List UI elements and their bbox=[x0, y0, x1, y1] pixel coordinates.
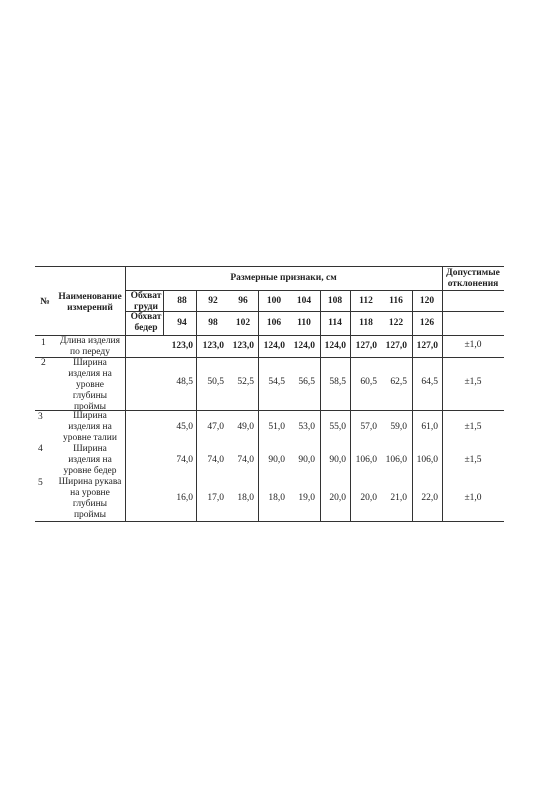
chest-size: 116 bbox=[389, 296, 403, 306]
row-1-value: 127,0 bbox=[416, 341, 438, 351]
hip-size: 110 bbox=[297, 318, 311, 328]
chest-size: 96 bbox=[238, 296, 248, 306]
hip-size: 98 bbox=[208, 318, 218, 328]
chest-size: 92 bbox=[208, 296, 218, 306]
row-tolerance: ±1,0 bbox=[464, 493, 482, 503]
row-2-value: 62,5 bbox=[390, 377, 407, 387]
hip-size: 102 bbox=[235, 318, 251, 328]
chest-size: 112 bbox=[359, 296, 373, 306]
row-1-value: 127,0 bbox=[355, 341, 377, 351]
row-5-value: 18,0 bbox=[237, 493, 254, 503]
hip-size: 118 bbox=[359, 318, 373, 328]
row-2-value: 64,5 bbox=[421, 377, 438, 387]
row-1-value: 123,0 bbox=[171, 341, 193, 351]
row-5-value: 18,0 bbox=[268, 493, 285, 503]
row-name: Длина изделия по переду bbox=[60, 336, 120, 357]
row-4-value: 90,0 bbox=[268, 455, 285, 465]
header-divider bbox=[125, 290, 504, 291]
row-number: 2 bbox=[41, 358, 46, 368]
chest-size: 108 bbox=[327, 296, 343, 306]
hip-size: 94 bbox=[177, 318, 187, 328]
number-column-heading: № bbox=[40, 297, 50, 307]
row-3-value: 55,0 bbox=[329, 422, 346, 432]
row-3-value: 59,0 bbox=[390, 422, 407, 432]
row-4-value: 106,0 bbox=[385, 455, 407, 465]
row-3-value: 45,0 bbox=[176, 422, 193, 432]
row-4-value: 106,0 bbox=[355, 455, 377, 465]
hip-size: 106 bbox=[266, 318, 282, 328]
chest-size: 120 bbox=[419, 296, 435, 306]
row-1-value: 124,0 bbox=[324, 341, 346, 351]
row-1-value: 123,0 bbox=[202, 341, 224, 351]
row-name: Ширина изделия на уровне глубины проймы bbox=[68, 358, 112, 412]
row-3-value: 51,0 bbox=[268, 422, 285, 432]
row-5-value: 16,0 bbox=[176, 493, 193, 503]
hip-size: 126 bbox=[419, 318, 435, 328]
row-5-value: 22,0 bbox=[421, 493, 438, 503]
row-5-value: 21,0 bbox=[390, 493, 407, 503]
row-number: 5 bbox=[38, 478, 43, 488]
row-5-value: 20,0 bbox=[329, 493, 346, 503]
chest-size: 104 bbox=[296, 296, 312, 306]
row-4-value: 106,0 bbox=[416, 455, 438, 465]
row-tolerance: ±1,5 bbox=[464, 377, 482, 387]
table-bottom-rule bbox=[35, 521, 504, 522]
row-2-value: 56,5 bbox=[298, 377, 315, 387]
row-5-value: 17,0 bbox=[207, 493, 224, 503]
row-3-value: 61,0 bbox=[421, 422, 438, 432]
row-5-value: 19,0 bbox=[298, 493, 315, 503]
row-5-value: 20,0 bbox=[360, 493, 377, 503]
size-features-heading: Размерные признаки, см bbox=[230, 273, 337, 283]
row-1-value: 124,0 bbox=[293, 341, 315, 351]
chest-size: 88 bbox=[177, 296, 187, 306]
row-name: Ширина рукава на уровне глубины проймы bbox=[58, 477, 122, 520]
hips-label: Обхват бедер bbox=[130, 312, 162, 333]
row-2-value: 48,5 bbox=[176, 377, 193, 387]
chest-size: 100 bbox=[266, 296, 282, 306]
tolerance-heading: Допустимые отклонения bbox=[446, 268, 500, 289]
chest-label: Обхват груди bbox=[130, 291, 162, 312]
row-4-value: 74,0 bbox=[237, 455, 254, 465]
row-tolerance: ±1,5 bbox=[464, 455, 482, 465]
row-number: 1 bbox=[41, 338, 46, 348]
row-3-value: 57,0 bbox=[360, 422, 377, 432]
row-2-value: 52,5 bbox=[237, 377, 254, 387]
row-number: 3 bbox=[38, 412, 43, 422]
hip-size: 122 bbox=[388, 318, 404, 328]
row-1-value: 123,0 bbox=[232, 341, 254, 351]
row-number: 4 bbox=[38, 444, 43, 454]
row-2-value: 58,5 bbox=[329, 377, 346, 387]
row-2-value: 60,5 bbox=[360, 377, 377, 387]
row-tolerance: ±1,0 bbox=[464, 340, 482, 350]
name-column-heading: Наименование измерений bbox=[58, 292, 122, 313]
row-3-value: 47,0 bbox=[207, 422, 224, 432]
chest-hips-divider bbox=[125, 311, 504, 312]
row-2-value: 54,5 bbox=[268, 377, 285, 387]
row-name: Ширина изделия на уровне бедер bbox=[63, 444, 117, 476]
row-4-value: 90,0 bbox=[329, 455, 346, 465]
row-1-value: 124,0 bbox=[263, 341, 285, 351]
table-top-rule bbox=[35, 266, 504, 267]
row-3-value: 53,0 bbox=[298, 422, 315, 432]
row-4-value: 74,0 bbox=[207, 455, 224, 465]
row-3-value: 49,0 bbox=[237, 422, 254, 432]
row-name: Ширина изделия на уровне талии bbox=[63, 411, 117, 443]
row-4-value: 90,0 bbox=[298, 455, 315, 465]
row-tolerance: ±1,5 bbox=[464, 422, 482, 432]
row-2-value: 50,5 bbox=[207, 377, 224, 387]
row-1-value: 127,0 bbox=[385, 341, 407, 351]
hip-size: 114 bbox=[328, 318, 342, 328]
row-4-value: 74,0 bbox=[176, 455, 193, 465]
